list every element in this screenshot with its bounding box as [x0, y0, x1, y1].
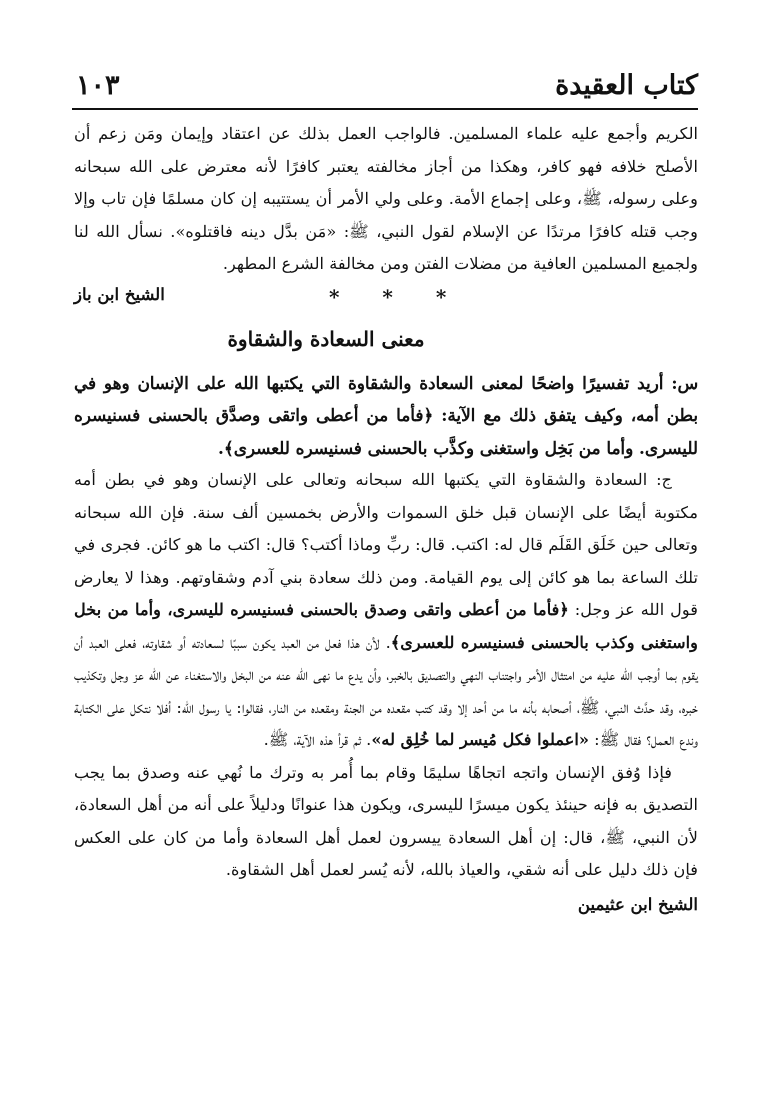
- page-content: [74, 118, 698, 921]
- page-header: [72, 68, 698, 112]
- section-separator: * * *: [329, 284, 465, 309]
- answer-text-cont: . لأن هذا فعل من العبد يكون سببًا لسعادته أو شقاوته، فعلى العبد أن يقوم بما أوجب الله عليه من امتثال الأمر واجتناب النهي والتصديق بالخبر، وأن يدع ما نهى الله عنه من البخل والاستغناء عن الله عز وجل وتكذيب خبره، وقد حدَّث النبي، ﷺ، أصحابه بأنه ما من أحد إلا وقد كتب مقعده من الجنة ومقعده من النار، فقالوا: يا رسول الله: أفلا نتكل على الكتابة وندع العمل؟ فقال ﷺ:: [74, 632, 698, 749]
- answer-paragraph-2: فإذا وُفق الإنسان واتجه اتجاهًا سليمًا وقام بما أُمر به وترك ما نُهي عنه وصدق بما يجب التصديق به فإنه حينئذ يكون ميسرًا لليسرى، ويكون هذا عنوانًا ودليلاً على أنه من أهل السعادة، لأن النبي، ﷺ، قال: إن أهل السعادة ييسرون لعمل أهل السعادة وأما من كان على العكس فإن ذلك دليل على أنه شقي، والعياذ بالله، لأنه يُسر لعمل أهل الشقاوة.: [74, 762, 698, 879]
- answer-paragraph: [74, 464, 698, 757]
- fatwa-paragraph: الكريم وأجمع عليه علماء المسلمين. فالواجب العمل بذلك عن اعتقاد وإيمان ومَن زعم أن الأصلح خلافه فهو كافر، وهكذا من أجاز مخالفته يعتبر كافرًا لأنه معترض على الله سبحانه وعلى رسوله، ﷺ، وعلى إجماع الأمة. وعلى ولي الأمر أن يستتيبه إن كان مسلمًا فإن تاب وإلا وجب قتله كافرًا مرتدًا عن الإسلام لقول النبي، ﷺ: «مَن بدَّل دينه فاقتلوه». نسأل الله لنا ولجميع المسلمين العافية من مضلات الفتن ومن مخالفة الشرع المطهر.: [74, 124, 698, 273]
- answer-text-end: . ثم قرأ هذه الآية، ﷺ.: [263, 730, 372, 749]
- quran-verse: ﴿فأما من أعطى واتقى وصدق بالحسنى فسنيسره لليسرى، وأما من بخل واستغنى وكذب بالحسنى فسنيسره للعسرى﴾: [74, 600, 698, 652]
- signature-ibn-baz: الشيخ ابن باز: [74, 284, 165, 304]
- signature-ibn-uthaymeen: الشيخ ابن عثيمين: [577, 894, 698, 914]
- question-paragraph: س: أريد تفسيرًا واضحًا لمعنى السعادة والشقاوة التي يكتبها الله على الإنسان وهو في بطن أمه، وكيف يتفق ذلك مع الآية: ﴿فأما من أعطى واتقى وصدَّق بالحسنى فسنيسره لليسرى. وأما من بَخِل واستغنى وكذَّب بالحسنى فسنيسره للعسرى﴾.: [74, 372, 698, 458]
- section-title: معنى السعادة والشقاوة: [227, 326, 425, 351]
- header-rule: [72, 108, 698, 110]
- hadith-quote: «اعملوا فكل مُيسر لما خُلِق له»: [371, 730, 590, 749]
- signature-separator-row: [74, 281, 698, 317]
- book-title: كتاب العقيدة: [555, 70, 698, 101]
- answer-text: ج: السعادة والشقاوة التي يكتبها الله سبحانه وتعالى على الإنسان وهو في بطن أمه مكتوبة أيضًا على الإنسان قبل خلق السموات والأرض بخمسين ألف سنة. فإن الله سبحانه وتعالى حين خَلَق القَلَم قال له: اكتب. قال: ربِّ وماذا أكتب؟ قال: اكتب ما هو كائن. فجرى في تلك الساعة بما هو كائن إلى يوم القيامة. ومن ذلك سعادة بني آدم وشقاوتهم. وهذا لا يعارض قول الله عز وجل:: [74, 470, 698, 619]
- page-number: ١٠٣: [76, 70, 120, 101]
